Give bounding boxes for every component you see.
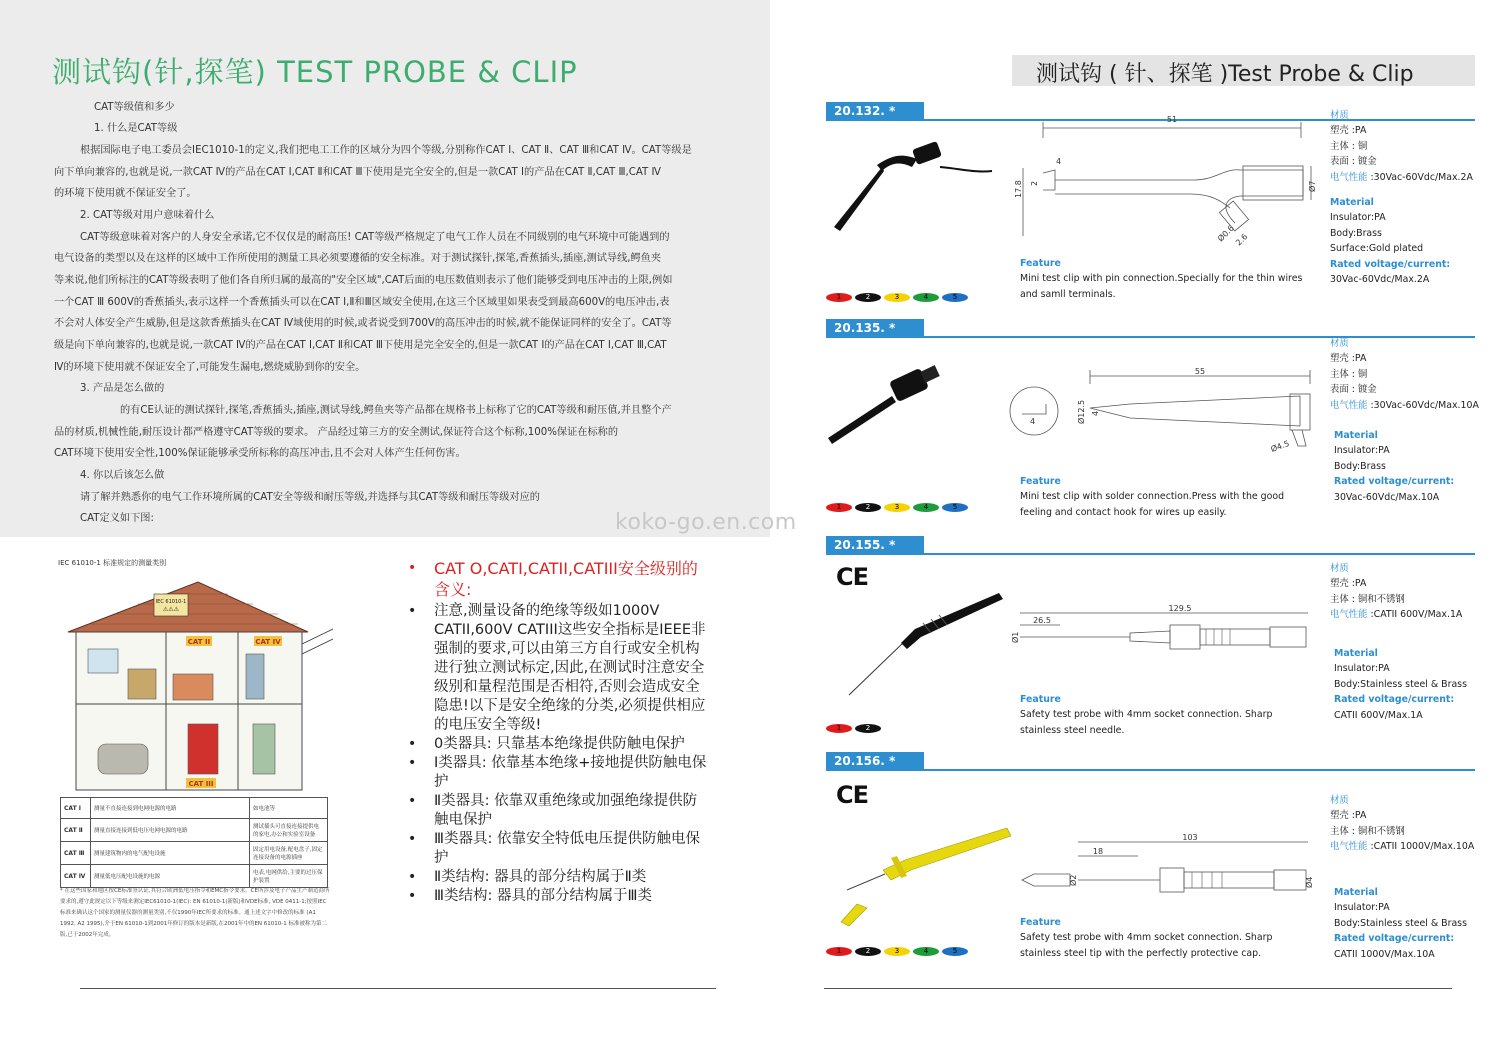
rating-key: Rated voltage/current: [1330,258,1451,270]
spec-line: Body:Stainless steel & Brass [1334,678,1467,690]
swatch-yellow[interactable]: 3 [884,947,910,956]
rating-value: :CATII 600V/Max.1A [1367,609,1463,621]
text-line: 级是向下单向兼容的,也就是说,一款CAT Ⅳ的产品在CAT Ⅰ,CAT Ⅱ和CAT Ⅲ下使用是完全安全的,但是一款CAT Ⅰ的产品在CAT Ⅰ,CAT Ⅲ,CAT [54,340,667,351]
feature-20132 [1020,256,1316,302]
heading-text: CAT O,CATI,CATII,CATIII安全级别的含义: [434,559,698,599]
dim-height: 17.8 [1014,180,1023,198]
table-cell: 测量建筑物内的电气配电设施 [91,842,250,865]
spec-heading: 材质 [1330,563,1349,574]
table-row [61,865,328,888]
product-divider [826,553,1475,555]
feature-heading: Feature [1020,476,1061,487]
swatch-black[interactable]: 2 [855,503,881,512]
dim-d1: Ø1 [1011,631,1020,643]
text-line: 2. CAT等级对用户意味着什么 [80,210,215,221]
text-line: 根据国际电子电工委员会IEC1010-1的定义,我们把电工工作的区域分为四个等级,分别称作CAT Ⅰ、CAT Ⅱ、CAT Ⅲ和CAT Ⅳ。CAT等级是 [80,145,692,156]
bullet: • [408,869,417,885]
bullet: • [408,560,417,576]
feature-20155 [1020,692,1316,738]
list-item-text: 注意,测量设备的绝缘等级如1000V CATII,600V CATIII这些安全指标是IEEE非强制的要求,可以由第三方自行或安全机构进行独立测试标定,因此,在测试时注意安全级别和量程范围是否相符,否则会造成安全隐患!以下是安全绝缘的分类,必须提供相应的电压安全等级! [434,603,706,733]
clip-20132-photo [822,125,1007,245]
list-item [408,868,708,887]
swatch-yellow[interactable]: 3 [884,293,910,302]
right-page-title: 测试钩 ( 针、探笔 )Test Probe & Clip [1036,62,1414,87]
rating-value: CATII 600V/Max.1A [1334,709,1423,721]
rating-key: 电气性能 [1330,609,1368,621]
rating-key: 电气性能 [1330,841,1368,853]
ce-mark: CE [836,781,869,809]
text-line: CAT等级值和多少 [94,102,175,113]
dim-b: 2 [1030,180,1039,186]
dim-d3: 2.6 [1234,232,1250,248]
rating-value: 30Vac-60Vdc/Max.2A [1330,274,1430,286]
spec-en-20132 [1330,195,1450,287]
spec-heading: 材质 [1330,795,1349,806]
product-code-label: 20.132. * [826,102,924,120]
spec-heading: Material [1330,197,1374,208]
list-item-text: Ⅱ类结构: 器具的部分结构属于Ⅱ类 [434,869,647,885]
text-line: 4. 你以后该怎么做 [80,470,165,481]
text-line: 等来说,他们所标注的CAT等级表明了他们各自所归属的最高的"安全区域",CAT后面的电压数值则表示了他们能够受到电压冲击的上限,例如 [54,275,673,286]
list-item-text: Ⅰ类器具: 依靠基本绝缘+接地提供防触电保护 [434,755,707,790]
list-item [408,887,708,906]
feature-heading: Feature [1020,694,1061,705]
spec-rating [1330,398,1479,413]
clip-20132-drawing [1015,108,1320,253]
text-line: 电气设备的类型以及在这样的区域中工作所使用的测量工具必须要遵循的安全标准。对于测试探针,探笔,香蕉插头,插座,测试导线,鳄鱼夹 [54,253,662,264]
list-item [408,792,708,830]
text-line: 请了解并熟悉你的电气工作环境所属的CAT安全等级和耐压等级,并选择与其CAT等级和耐压等级对应的 [80,492,540,503]
spec-line: 塑壳 :PA [1330,125,1367,137]
table-cell: CAT Ⅳ [61,865,91,888]
dim-length: 51 [1166,115,1178,124]
text-line: 的环境下使用就不保证安全了。 [54,188,197,199]
spec-rating [1330,170,1473,185]
rating-value: :CATII 1000V/Max.10A [1367,841,1475,853]
feature-text: Mini test clip with solder connection.Press with the good feeling and contact hook for wires up easily. [1020,491,1285,518]
dim-a: 18 [1092,847,1104,856]
dim-d2: Ø4.5 [1269,438,1291,454]
bullet: • [408,888,417,904]
table-notes: * 在这些国家和地区按CE标准签认证,其符合欧洲低电压指令和EMC指令要求。CE所涉及电子产品生产制造商所要求的,遵守此规定以下等级来测定IEC61010-1(IEC): EN 61010-1(新版)和VDE标准, VDE 0411-1;按照IEC标准来确认这个国家的测量仪器的测量类别,不仅1990年IEC所要求的标准。通上述文字中修改的标准 (A1 1992, A2 1995),介于EN 61010-1到2001年修订的版本是新版,在2001年中的EN 61010-1 标准被称为第二版,已于2002年完成。 [60,888,330,938]
table-cell: 测试插头可直接连接提供电的家电,办公和实验室设备 [250,819,328,842]
spec-line: Surface:Gold plated [1330,243,1424,255]
product-divider [826,769,1475,771]
list-item [408,754,708,792]
table-cell: CAT Ⅱ [61,819,91,842]
spec-line: Insulator:PA [1330,212,1386,224]
text-line: 品的材质,机械性能,耐压设计都严格遵守CAT等级的要求。 产品经过第三方的安全测试,保证符合这个标称,100%保证在标称的 [54,427,619,438]
feature-text: Mini test clip with pin connection.Specially for the thin wires and samll terminals. [1020,273,1303,300]
dim-d1: Ø2 [1069,874,1078,886]
spec-cn-20155 [1330,561,1462,623]
spec-line: 塑壳 :PA [1330,578,1367,590]
spec-cn-20132 [1330,108,1473,185]
swatch-green[interactable]: 4 [913,293,939,302]
clip-20135-photo [822,360,952,450]
dim-length: 55 [1194,367,1206,376]
swatch-red[interactable]: 1 [826,503,852,512]
swatch-red[interactable]: 1 [826,724,852,733]
table-cell: CAT Ⅲ [61,842,91,865]
product-code-label: 20.156. * [826,752,924,770]
spec-rating [1330,607,1462,622]
spec-line: 表面 : 镀金 [1330,384,1377,396]
text-line: CAT环境下使用安全性,100%保证能够承受所标称的高压冲击,且不会对人体产生任何伤害。 [54,448,466,459]
cat-definition-table [60,797,328,888]
rating-key: Rated voltage/current: [1334,476,1455,488]
cat-house-illustration [58,574,338,794]
text-line: 不会对人体安全产生威胁,但是这款香蕉插头在CAT Ⅳ域使用的时候,或者说受到700V的高压冲击的时候,就不能保证同样的安全了。CAT等 [54,318,672,329]
text-line: 3. 产品是怎么做的 [80,383,165,394]
swatch-black[interactable]: 2 [855,947,881,956]
rating-key: 电气性能 [1330,399,1368,411]
spec-en-20156 [1334,885,1467,962]
spec-line: 主体 : 铜 [1330,368,1368,380]
probe-20155-photo [835,585,1010,705]
spec-line: 主体 : 铜和不锈钢 [1330,825,1405,837]
list-item [408,735,708,754]
left-footer-divider [80,988,716,989]
probe-20155-drawing [1010,603,1315,653]
spec-heading: 材质 [1330,338,1349,349]
feature-text: Safety test probe with 4mm socket connection. Sharp stainless steel tip with the perfectly protective cap. [1020,932,1273,959]
house-cat2-label: CAT II [187,638,211,646]
swatch-yellow[interactable]: 3 [884,503,910,512]
table-cell: 如电池等 [250,798,328,819]
svg-text:⚠⚠⚠: ⚠⚠⚠ [162,606,180,613]
swatch-black[interactable]: 2 [855,293,881,302]
bullet: • [408,736,417,752]
bullet: • [408,603,417,619]
rating-key: Rated voltage/current: [1334,933,1455,945]
spec-en-20155 [1334,646,1467,723]
rating-key: Rated voltage/current: [1334,694,1455,706]
list-item-text: Ⅲ类结构: 器具的部分结构属于Ⅲ类 [434,888,652,904]
feature-20156 [1020,915,1316,961]
product-code-label: 20.155. * [826,536,924,554]
spec-en-20135 [1334,428,1454,505]
text-line: 一个CAT Ⅲ 600V的香蕉插头,表示这样一个香蕉插头可以在CAT Ⅰ,Ⅱ和Ⅲ区域安全使用,在这三个区域里如果表受到最高600V的电压冲击,表 [54,297,670,308]
table-cell: CAT Ⅰ [61,798,91,819]
swatch-red[interactable]: 1 [826,293,852,302]
rating-value: :30Vac-60Vdc/Max.2A [1367,171,1473,183]
list-item-text: Ⅱ类器具: 依靠双重绝缘或加强绝缘提供防触电保护 [434,793,698,828]
text-line: 向下单向兼容的,也就是说,一款CAT Ⅳ的产品在CAT Ⅰ,CAT Ⅱ和CAT Ⅲ下使用是完全安全的,但是一款CAT Ⅰ的产品在CAT Ⅱ,CAT Ⅲ,CAT Ⅳ [54,167,661,178]
spec-line: 塑壳 :PA [1330,810,1367,822]
spec-line: 主体 : 铜和不锈钢 [1330,593,1405,605]
table-cell: 电表,电网供给,主要的过压保护装置 [250,865,328,888]
spec-line: Insulator:PA [1334,445,1390,457]
feature-20135 [1020,474,1316,520]
feature-heading: Feature [1020,258,1061,269]
dim-d1: Ø12.5 [1077,399,1086,424]
dim-a: 4 [1091,410,1100,416]
dim-d1: Ø7 [1308,180,1317,192]
rating-value: CATII 1000V/Max.10A [1334,948,1435,960]
color-swatches [826,293,968,302]
table-cell: 测量不直接连接到电网电源的电路 [91,798,250,819]
table-cell: 测量直接连接到低电压电网电源的电路 [91,819,250,842]
spec-cn-20156 [1330,793,1474,855]
rating-value: :30Vac-60Vdc/Max.10A [1367,399,1479,411]
right-footer-divider [824,988,1452,989]
spec-line: Body:Stainless steel & Brass [1334,917,1467,929]
table-row [61,798,328,819]
spec-line: Insulator:PA [1334,902,1390,914]
spec-line: Insulator:PA [1334,663,1390,675]
color-swatches [826,947,968,956]
spec-line: Body:Brass [1334,460,1386,472]
clip-20135-drawing [1010,366,1315,461]
swatch-green[interactable]: 4 [913,947,939,956]
watermark: koko-go.en.com [615,510,797,535]
house-cat4-label: CAT IV [255,638,281,646]
spec-heading: Material [1334,648,1378,659]
color-swatches [826,503,968,512]
rating-key: 电气性能 [1330,171,1368,183]
table-row [61,819,328,842]
spec-cn-20135 [1330,336,1479,413]
text-line: CAT等级意味着对客户的人身安全承诺,它不仅仅是的耐高压! CAT等级严格规定了电气工作人员在不同级别的电气环境中可能遇到的 [80,232,670,243]
spec-line: Body:Brass [1330,227,1382,239]
product-code-label: 20.135. * [826,319,924,337]
dim-length: 129.5 [1168,604,1192,613]
list-item [408,830,708,868]
swatch-blue[interactable]: 5 [942,503,968,512]
list-item-text: 0类器具: 只靠基本绝缘提供防触电保护 [434,736,685,752]
table-cell: 测量低电压配电设施的电源 [91,865,250,888]
probe-20156-drawing [1010,832,1315,892]
text-line: CAT定义如下图: [80,513,154,524]
swatch-red[interactable]: 1 [826,947,852,956]
dim-a: 4 [1056,157,1062,166]
swatch-blue[interactable]: 5 [942,947,968,956]
swatch-black[interactable]: 2 [855,724,881,733]
bullet: • [408,831,417,847]
iec-figure-title: IEC 61010-1 标准规定的测量类别 [58,559,167,567]
spec-line: 表面 : 镀金 [1330,156,1377,168]
list-item [408,602,708,735]
text-line: 1. 什么是CAT等级 [94,123,178,134]
house-sign-text: IEC 61010-1 [155,599,187,605]
dim-inset: 4 [1030,417,1036,426]
dim-length: 103 [1182,833,1198,842]
spec-line: 主体 : 铜 [1330,140,1368,152]
spec-rating [1330,839,1474,854]
feature-text: Safety test probe with 4mm socket connection. Sharp stainless steel needle. [1020,709,1273,736]
table-row [61,842,328,865]
cat-meaning-heading [408,558,708,600]
dim-d2: Ø4 [1305,876,1314,888]
swatch-green[interactable]: 4 [913,503,939,512]
text-line: 的有CE认证的测试探针,探笔,香蕉插头,插座,测试导线,鳄鱼夹等产品都在规格书上标称了它的CAT等级和耐压值,并且整个产 [120,405,672,416]
bullet: • [408,755,417,771]
ce-mark: CE [836,563,869,591]
left-page-title: 测试钩(针,探笔) TEST PROBE & CLIP [52,55,578,89]
rating-value: 30Vac-60Vdc/Max.10A [1334,491,1440,503]
house-cat3-label: CAT III [188,780,214,788]
swatch-blue[interactable]: 5 [942,293,968,302]
feature-heading: Feature [1020,917,1061,928]
color-swatches [826,724,881,733]
dim-a: 26.5 [1033,616,1051,625]
spec-heading: 材质 [1330,110,1349,121]
table-cell: 固定用电设备,配电盘子,固定连接设备的电源插座 [250,842,328,865]
dim-d2: Ø0.6 [1216,223,1236,244]
spec-heading: Material [1334,430,1378,441]
spec-line: 塑壳 :PA [1330,353,1367,365]
spec-heading: Material [1334,887,1378,898]
text-line: Ⅳ的环境下使用就不保证安全了,可能发生漏电,燃烧威胁到你的安全。 [54,362,366,373]
bullet: • [408,793,417,809]
probe-20156-photo [835,820,1025,930]
cat-meaning-list [408,558,708,906]
list-item-text: Ⅲ类器具: 依靠安全特低电压提供防触电保护 [434,831,700,866]
